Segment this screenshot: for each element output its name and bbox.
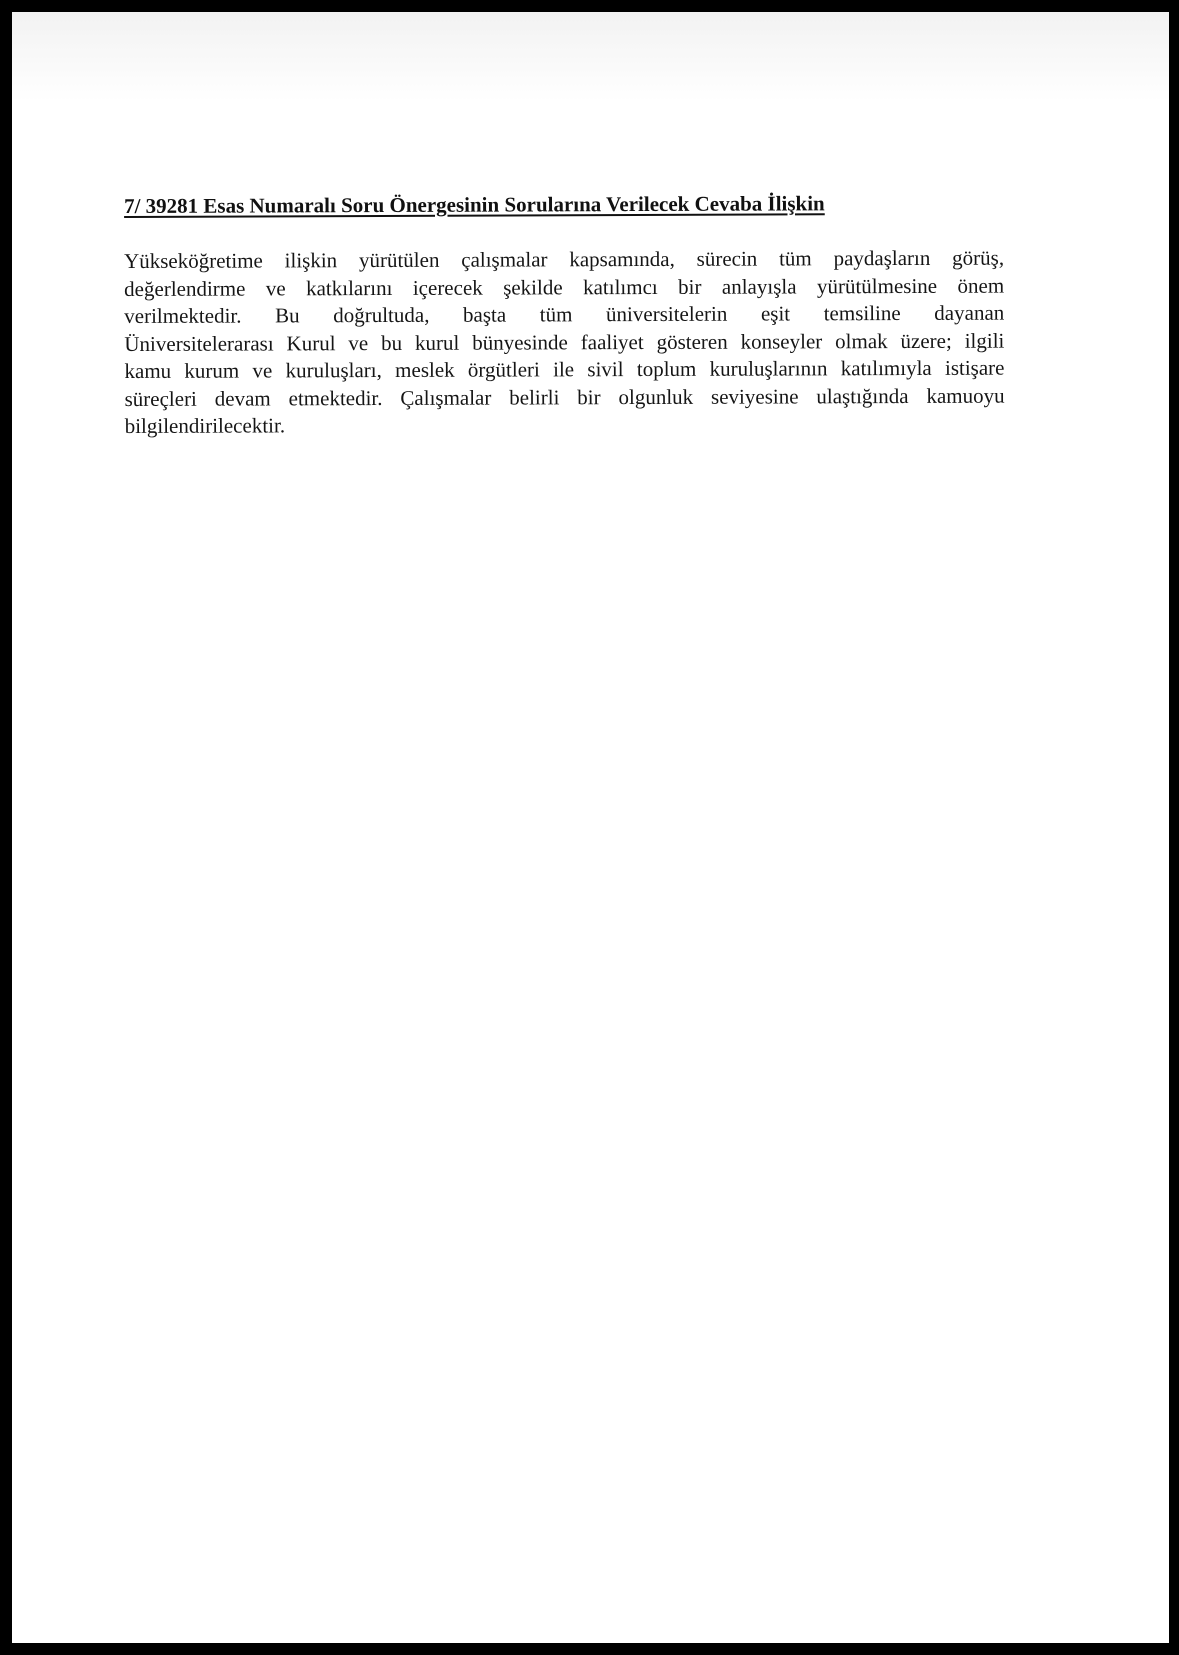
document-paragraph	[124, 245, 1005, 441]
paragraph-line: verilmektedir. Bu doğrultuda, başta tüm üniversitelerin eşit temsiline dayanan	[124, 300, 1005, 328]
document-heading: 7/ 39281 Esas Numaralı Soru Önergesinin Sorularına Verilecek Cevaba İlişkin	[124, 191, 825, 218]
paragraph-line: değerlendirme ve katkılarını içerecek şekilde katılımcı bir anlayışla yürütülmesine önem	[124, 273, 1005, 301]
paragraph-line: Üniversitelerarası Kurul ve bu kurul bünyesinde faaliyet gösteren konseyler olmak üzere; ilgili	[124, 328, 1005, 356]
paragraph-line: kamu kurum ve kuruluşları, meslek örgütleri ile sivil toplum kuruluşlarının katılımıyla istişare	[124, 355, 1005, 383]
paragraph-line: bilgilendirilecektir.	[124, 413, 286, 438]
document-page	[12, 12, 1169, 1643]
paragraph-line: Yükseköğretime ilişkin yürütülen çalışmalar kapsamında, sürecin tüm paydaşların görüş,	[124, 245, 1005, 273]
paragraph-line: süreçleri devam etmektedir. Çalışmalar belirli bir olgunluk seviyesine ulaştığında kamuoyu	[124, 383, 1005, 411]
